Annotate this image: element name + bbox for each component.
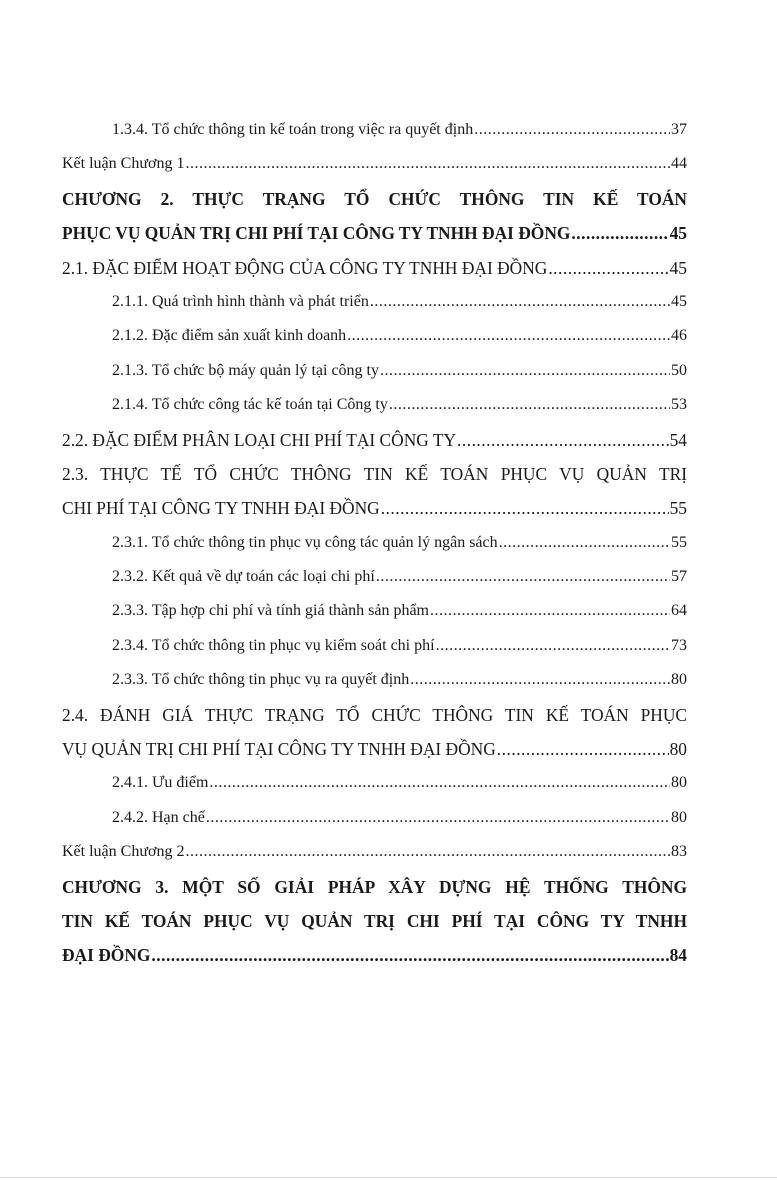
toc-leader-dots — [436, 629, 670, 663]
toc-entry-title: CHI PHÍ TẠI CÔNG TY TNHH ĐẠI ĐỒNG — [62, 498, 380, 519]
toc-page-number: 53 — [671, 396, 687, 414]
toc-entry-2-4-line-2 — [62, 732, 687, 766]
toc-page-number: 54 — [669, 429, 687, 450]
toc-chapter-2-line-2 — [62, 216, 687, 250]
toc-entry-2-3-5 — [62, 663, 687, 697]
toc-entry-title: PHỤC VỤ QUẢN TRỊ CHI PHÍ TẠI CÔNG TY TNHH ĐẠI ĐỒNG — [62, 223, 571, 244]
toc-page-number: 64 — [671, 602, 687, 620]
toc-leader-dots — [151, 938, 668, 972]
toc-page-number: 45 — [669, 223, 687, 244]
toc-leader-dots — [457, 423, 669, 457]
toc-entry-title: 2.1.4. Tổ chức công tác kế toán tại Công ty — [112, 396, 388, 414]
toc-entry-2-1-2 — [62, 319, 687, 353]
toc-leader-dots — [548, 251, 668, 285]
toc-page-number: 37 — [671, 121, 687, 138]
toc-page-number: 55 — [669, 498, 687, 519]
toc-leader-dots — [571, 216, 668, 250]
toc-leader-dots — [499, 526, 670, 560]
toc-entry-1-3-4 — [62, 113, 687, 147]
toc-leader-dots — [381, 491, 669, 525]
toc-entry-title: 2.1.2. Đặc điểm sản xuất kinh doanh — [112, 327, 347, 345]
toc-leader-dots — [497, 732, 669, 766]
toc-leader-dots — [209, 766, 670, 800]
toc-leader-dots — [347, 319, 670, 353]
toc-page-number: 80 — [671, 808, 687, 826]
toc-page-number: 55 — [671, 533, 687, 551]
toc-entry-2-4-1 — [62, 766, 687, 800]
toc-page-number: 80 — [671, 774, 687, 792]
toc-entry-title: 2.3.3. Tập hợp chi phí và tính giá thành sản phẩm — [112, 602, 429, 620]
page-bottom-edge — [0, 1177, 777, 1178]
toc-entry-conclusion-2 — [62, 835, 687, 869]
toc-entry-2-1-1 — [62, 285, 687, 319]
toc-entry-title: Kết luận Chương 1 — [62, 155, 185, 173]
toc-entry-2-1-3 — [62, 354, 687, 388]
toc-chapter-2-line-1: CHƯƠNG 2. THỰC TRẠNG TỔ CHỨC THÔNG TIN KẾ TOÁN — [62, 188, 687, 209]
table-of-contents — [62, 113, 687, 973]
toc-leader-dots — [370, 285, 670, 319]
toc-chapter-3-line-1: CHƯƠNG 3. MỘT SỐ GIẢI PHÁP XÂY DỰNG HỆ THỐNG THÔNG — [62, 876, 687, 897]
toc-entry-title: 2.2. ĐẶC ĐIỂM PHÂN LOẠI CHI PHÍ TẠI CÔNG TY — [62, 429, 457, 450]
toc-entry-2-1-4 — [62, 388, 687, 422]
toc-entry-title: 2.1.3. Tổ chức bộ máy quản lý tại công ty — [112, 361, 379, 379]
toc-leader-dots — [206, 801, 670, 835]
toc-entry-title: ĐẠI ĐỒNG — [62, 945, 151, 966]
toc-entry-title: 2.4.1. Ưu điểm — [112, 774, 209, 792]
toc-entry-2-3-1 — [62, 526, 687, 560]
toc-entry-2-3-line-2 — [62, 491, 687, 525]
toc-entry-title: 1.3.4. Tổ chức thông tin kế toán trong việc ra quyết định — [112, 121, 474, 138]
toc-entry-conclusion-1 — [62, 147, 687, 181]
toc-page-number: 45 — [671, 292, 687, 310]
toc-leader-dots — [185, 835, 670, 869]
toc-leader-dots — [474, 113, 670, 147]
toc-entry-title: 2.1. ĐẶC ĐIỂM HOẠT ĐỘNG CỦA CÔNG TY TNHH ĐẠI ĐỒNG — [62, 257, 548, 278]
toc-entry-title: 2.3.2. Kết quả về dự toán các loại chi phí — [112, 568, 375, 586]
toc-leader-dots — [376, 560, 670, 594]
toc-entry-title: Kết luận Chương 2 — [62, 843, 185, 861]
toc-entry-title: 2.1.1. Quá trình hình thành và phát triển — [112, 292, 369, 310]
toc-entry-2-3-line-1: 2.3. THỰC TẾ TỔ CHỨC THÔNG TIN KẾ TOÁN PHỤC VỤ QUẢN TRỊ — [62, 463, 687, 484]
toc-leader-dots — [410, 663, 670, 697]
toc-entry-title: 2.3.4. Tổ chức thông tin phục vụ kiểm soát chi phí — [112, 636, 435, 654]
toc-entry-title: VỤ QUẢN TRỊ CHI PHÍ TẠI CÔNG TY TNHH ĐẠI ĐỒNG — [62, 739, 496, 760]
toc-chapter-3-line-2: TIN KẾ TOÁN PHỤC VỤ QUẢN TRỊ CHI PHÍ TẠI CÔNG TY TNHH — [62, 910, 687, 931]
toc-page-number: 84 — [669, 945, 687, 966]
toc-page-number: 50 — [671, 361, 687, 379]
toc-page-number: 83 — [671, 843, 687, 861]
toc-entry-2-3-2 — [62, 560, 687, 594]
toc-page-number: 80 — [671, 671, 687, 689]
toc-leader-dots — [185, 147, 670, 181]
toc-leader-dots — [389, 388, 670, 422]
toc-page-number: 57 — [671, 568, 687, 586]
toc-page-number: 44 — [671, 155, 687, 173]
toc-entry-2-3-3 — [62, 594, 687, 628]
toc-entry-title: 2.3.3. Tổ chức thông tin phục vụ ra quyết định — [112, 671, 410, 689]
toc-page-number: 46 — [671, 327, 687, 345]
toc-leader-dots — [430, 594, 670, 628]
toc-page-number: 80 — [669, 739, 687, 760]
toc-page-number: 45 — [669, 257, 687, 278]
toc-entry-title: 2.3.1. Tổ chức thông tin phục vụ công tác quản lý ngân sách — [112, 533, 498, 551]
toc-page-number: 73 — [671, 636, 687, 654]
toc-leader-dots — [380, 354, 670, 388]
toc-entry-2-1 — [62, 251, 687, 285]
toc-entry-2-3-4 — [62, 629, 687, 663]
toc-chapter-3-line-3 — [62, 938, 687, 972]
toc-entry-2-4-line-1: 2.4. ĐÁNH GIÁ THỰC TRẠNG TỔ CHỨC THÔNG TIN KẾ TOÁN PHỤC — [62, 704, 687, 725]
toc-entry-2-2 — [62, 423, 687, 457]
toc-entry-2-4-2 — [62, 801, 687, 835]
toc-entry-title: 2.4.2. Hạn chế — [112, 808, 205, 826]
